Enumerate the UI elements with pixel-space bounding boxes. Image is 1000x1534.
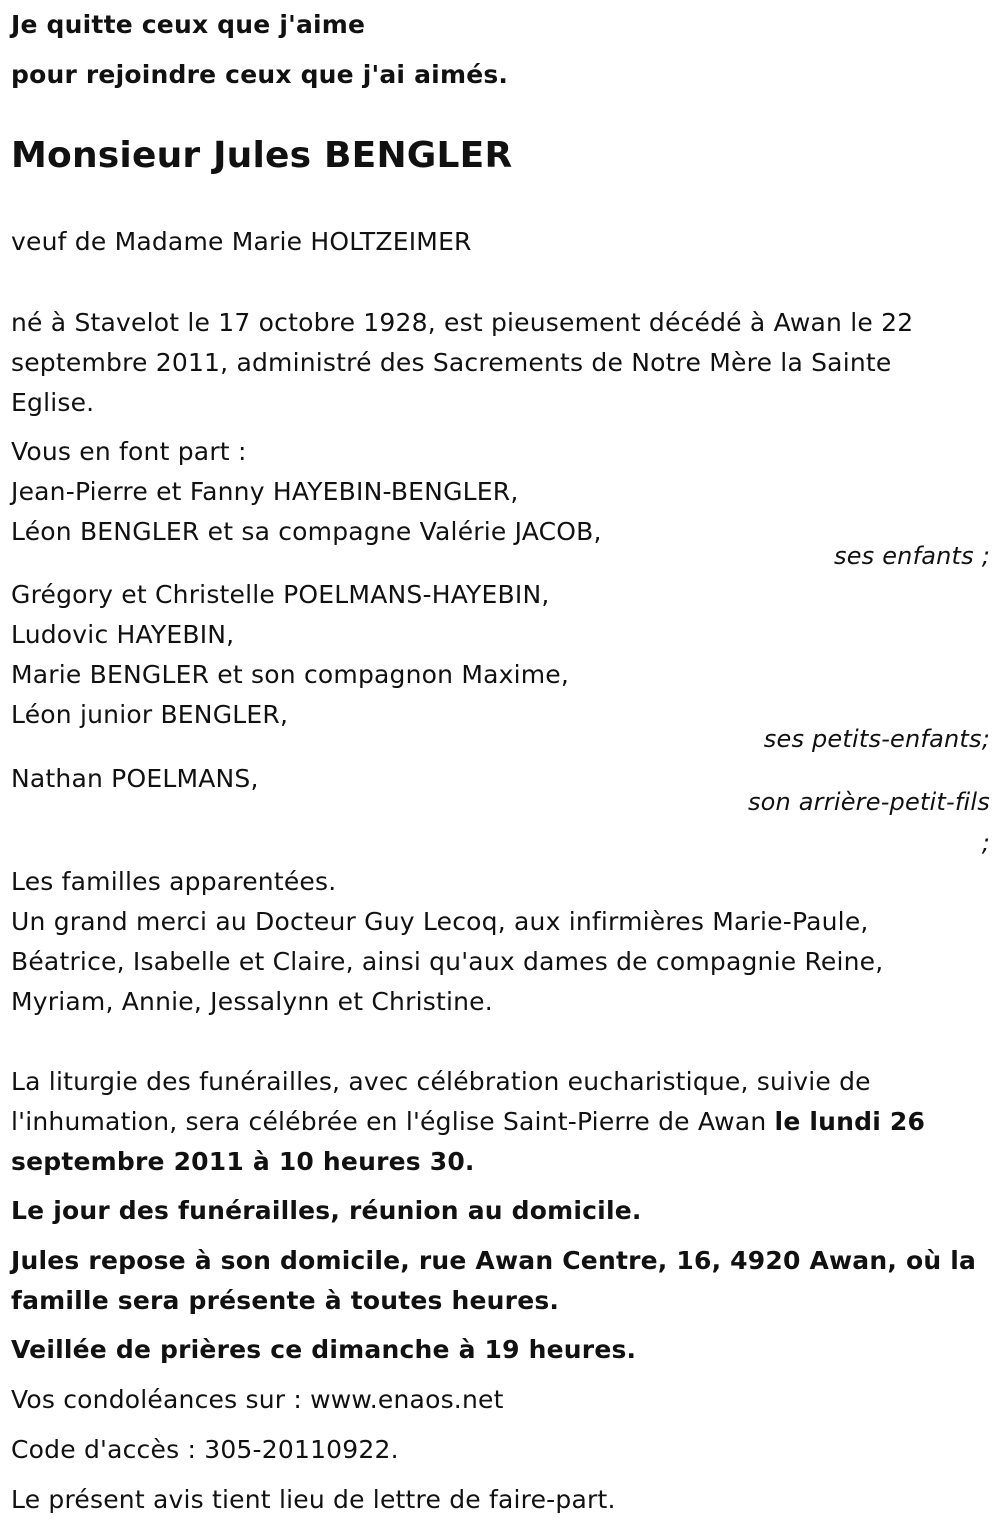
grandchild-4: Léon junior BENGLER, <box>11 700 289 729</box>
epitaph-line-2: pour rejoindre ceux que j'ai aimés. <box>11 60 509 89</box>
access-code-line: Code d'accès : 305-20110922. <box>11 1435 399 1464</box>
liturgy-line-2 <box>11 1107 925 1137</box>
grandchild-3: Marie BENGLER et son compagnon Maxime, <box>11 660 570 689</box>
grandchildren-role: ses petits-enfants; <box>763 725 990 753</box>
birth-death-line-1: né à Stavelot le 17 octobre 1928, est pieusement décédé à Awan le 22 <box>11 308 914 337</box>
thanks-line-3: Myriam, Annie, Jessalynn et Christine. <box>11 987 493 1016</box>
liturgy-line-2-normal: l'inhumation, sera célébrée en l'église Saint-Pierre de Awan <box>11 1107 775 1136</box>
notice-line: Le présent avis tient lieu de lettre de faire-part. <box>11 1485 616 1514</box>
condolences-link[interactable]: www.enaos.net <box>310 1385 504 1414</box>
great-grandchild: Nathan POELMANS, <box>11 764 259 793</box>
grandchild-1: Grégory et Christelle POELMANS-HAYEBIN, <box>11 580 550 609</box>
thanks-line-1: Un grand merci au Docteur Guy Lecoq, aux infirmières Marie-Paule, <box>11 907 869 936</box>
meeting-line: Le jour des funérailles, réunion au domicile. <box>11 1196 642 1225</box>
grandchild-2: Ludovic HAYEBIN, <box>11 620 235 649</box>
liturgy-line-1: La liturgie des funérailles, avec célébration eucharistique, suivie de <box>11 1067 871 1096</box>
epitaph-line-1: Je quitte ceux que j'aime <box>11 10 366 39</box>
child-1: Jean-Pierre et Fanny HAYEBIN-BENGLER, <box>11 477 519 506</box>
condolences-label: Vos condoléances sur : <box>11 1385 311 1414</box>
birth-death-line-2: septembre 2011, administré des Sacrements de Notre Mère la Sainte <box>11 348 892 377</box>
birth-death-line-3: Eglise. <box>11 388 95 417</box>
liturgy-line-2-bold: le lundi 26 <box>774 1107 926 1136</box>
widower-line: veuf de Madame Marie HOLTZEIMER <box>11 227 472 256</box>
great-grandchild-role: son arrière-petit-fils <box>747 788 990 816</box>
liturgy-line-3: septembre 2011 à 10 heures 30. <box>11 1147 475 1176</box>
thanks-line-2: Béatrice, Isabelle et Claire, ainsi qu'aux dames de compagnie Reine, <box>11 947 884 976</box>
children-role: ses enfants ; <box>834 542 990 570</box>
repose-line-2: famille sera présente à toutes heures. <box>11 1286 560 1315</box>
deceased-name: Monsieur Jules BENGLER <box>11 135 513 176</box>
vigil-line: Veillée de prières ce dimanche à 19 heures. <box>11 1335 637 1364</box>
repose-line-1: Jules repose à son domicile, rue Awan Centre, 16, 4920 Awan, où la <box>11 1246 977 1275</box>
great-grandchild-role-end: ; <box>981 829 990 857</box>
child-2: Léon BENGLER et sa compagne Valérie JACOB, <box>11 517 602 546</box>
announce-line: Vous en font part : <box>11 437 247 466</box>
condolences-line <box>11 1385 504 1415</box>
families-line: Les familles apparentées. <box>11 867 337 896</box>
